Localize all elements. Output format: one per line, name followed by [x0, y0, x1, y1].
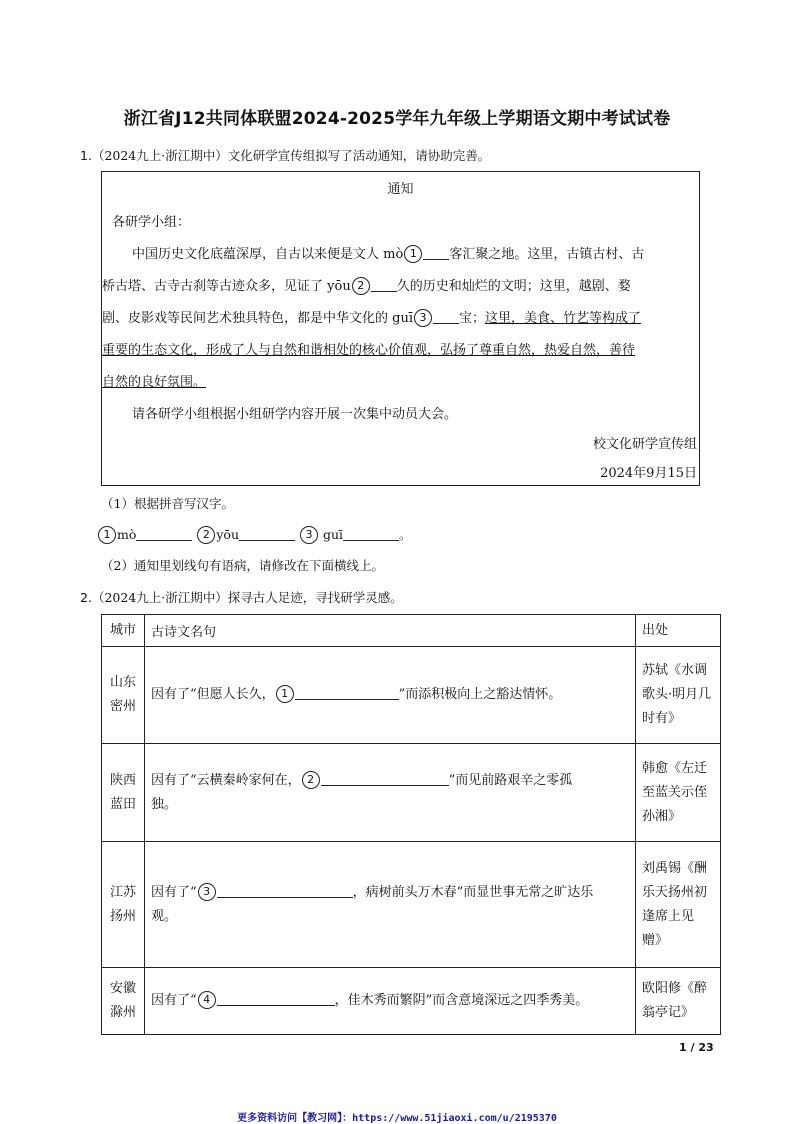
source-cell: 韩愈《左迁 至蓝关示侄 孙湘》: [636, 744, 721, 842]
pinyin-3: guī: [392, 311, 414, 326]
page-title: 浙江省J12共同体联盟2024-2025学年九年级上学期语文期中考试试卷: [123, 109, 671, 129]
table-header-row: [102, 615, 721, 647]
underlined-sentence-part-2: 重要的生态文化，形成了人与自然和谐相处的核心价值观，弘扬了尊重自然，热爱自然，善待: [102, 343, 636, 358]
notice-line-1: 中国历史文化底蕴深厚，自古以来便是文人 mò 1 客汇聚之地。这里，古镇古村、古: [132, 247, 645, 262]
footer-link[interactable]: 更多资料访问【教习网】：https://www.51jiaoxi.com/u/2195370: [237, 1113, 557, 1124]
city-cell: 安徽 滁州: [102, 968, 145, 1035]
source-cell: 欧阳修《醉 翁亭记》: [636, 968, 721, 1035]
subquestion-1-answers: 1 mò 2 yōu 3 guī 。: [97, 525, 412, 544]
poem-blank-4[interactable]: [217, 993, 335, 1006]
underlined-sentence-part-1: 这里，美食、竹艺等构成了: [485, 311, 642, 326]
page-number: 1 / 23: [679, 1041, 714, 1054]
question-1-text: 文化研学宣传组拟写了活动通知，请协助完善。: [227, 148, 491, 163]
table-row: [102, 744, 721, 842]
poem-cell: 因有了“但愿人长久， 1 ”而添积极向上之豁达情怀。: [145, 647, 636, 744]
blank-marker-3: 3: [414, 309, 432, 327]
notice-box: [101, 171, 700, 486]
notice-blank-3[interactable]: [433, 311, 459, 324]
table-row: [102, 647, 721, 744]
question-1-number: 1.: [80, 148, 92, 163]
answer-blank-1[interactable]: [136, 528, 192, 541]
city-cell: 陕西 蓝田: [102, 744, 145, 842]
answer-marker-1: 1: [98, 526, 116, 544]
table-row: [102, 842, 721, 968]
notice-date: 2024年9月15日: [600, 466, 697, 481]
question-1-stem: [80, 146, 490, 164]
question-1-source: （2024九上·浙江期中）: [91, 148, 228, 163]
underlined-sentence-part-3: 自然的良好氛围。: [102, 375, 207, 390]
source-cell: 刘禹锡《酬 乐天扬州初 逢席上见 赠》: [636, 842, 721, 968]
notice-heading: 通知: [387, 182, 414, 197]
city-cell: 江苏 扬州: [102, 842, 145, 968]
poem-blank-2[interactable]: [321, 773, 449, 786]
poem-cell: 因有了“ 3 ，病树前头万木春”而显世事无常之旷达乐 观。: [145, 842, 636, 968]
poem-cell: 因有了“ 4 ，佳木秀而繁阴”而含意境深远之四季秀美。: [145, 968, 636, 1035]
header-poem: 古诗文名句: [145, 615, 636, 647]
blank-marker-1: 1: [404, 245, 422, 263]
pinyin-2: yōu: [327, 279, 351, 294]
poem-blank-1[interactable]: [295, 687, 399, 700]
notice-line-3: 剧、皮影戏等民间艺术独具特色，都是中华文化的 guī 3 宝；这里，美食、竹艺等构成了: [102, 311, 642, 326]
poem-cell: 因有了“云横秦岭家何在， 2 ”而见前路艰辛之零孤 独。: [145, 744, 636, 842]
question-2-text: 探寻古人足迹，寻找研学灵感。: [227, 590, 403, 605]
answer-blank-3[interactable]: [343, 528, 399, 541]
table-row: [102, 968, 721, 1035]
notice-line-6: 请各研学小组根据小组研学内容开展一次集中动员大会。: [132, 407, 458, 422]
subquestion-1: （1）根据拼音写汉字。: [101, 496, 234, 511]
poem-table: [101, 614, 721, 1035]
header-city: 城市: [102, 615, 145, 647]
answer-marker-3: 3: [300, 526, 318, 544]
city-cell: 山东 密州: [102, 647, 145, 744]
notice-blank-2[interactable]: [371, 279, 397, 292]
notice-signature: 校文化研学宣传组: [592, 437, 697, 452]
notice-greeting: 各研学小组：: [112, 215, 191, 230]
answer-marker-2: 2: [197, 526, 215, 544]
notice-blank-1[interactable]: [423, 247, 449, 260]
source-cell: 苏轼《水调 歌头·明月几 时有》: [636, 647, 721, 744]
pinyin-1: mò: [383, 247, 404, 262]
blank-marker-2: 2: [352, 277, 370, 295]
question-2-stem: [80, 588, 403, 606]
header-source: 出处: [636, 615, 721, 647]
subquestion-2: （2）通知里划线句有语病，请修改在下面横线上。: [101, 558, 384, 573]
question-2-source: （2024九上·浙江期中）: [91, 590, 228, 605]
question-2-number: 2.: [80, 590, 92, 605]
answer-blank-2[interactable]: [239, 528, 295, 541]
notice-line-2: 桥古塔、古寺古刹等古迹众多，见证了 yōu 2 久的历史和灿烂的文明；这里，越剧、婺: [102, 279, 631, 294]
poem-blank-3[interactable]: [217, 885, 353, 898]
